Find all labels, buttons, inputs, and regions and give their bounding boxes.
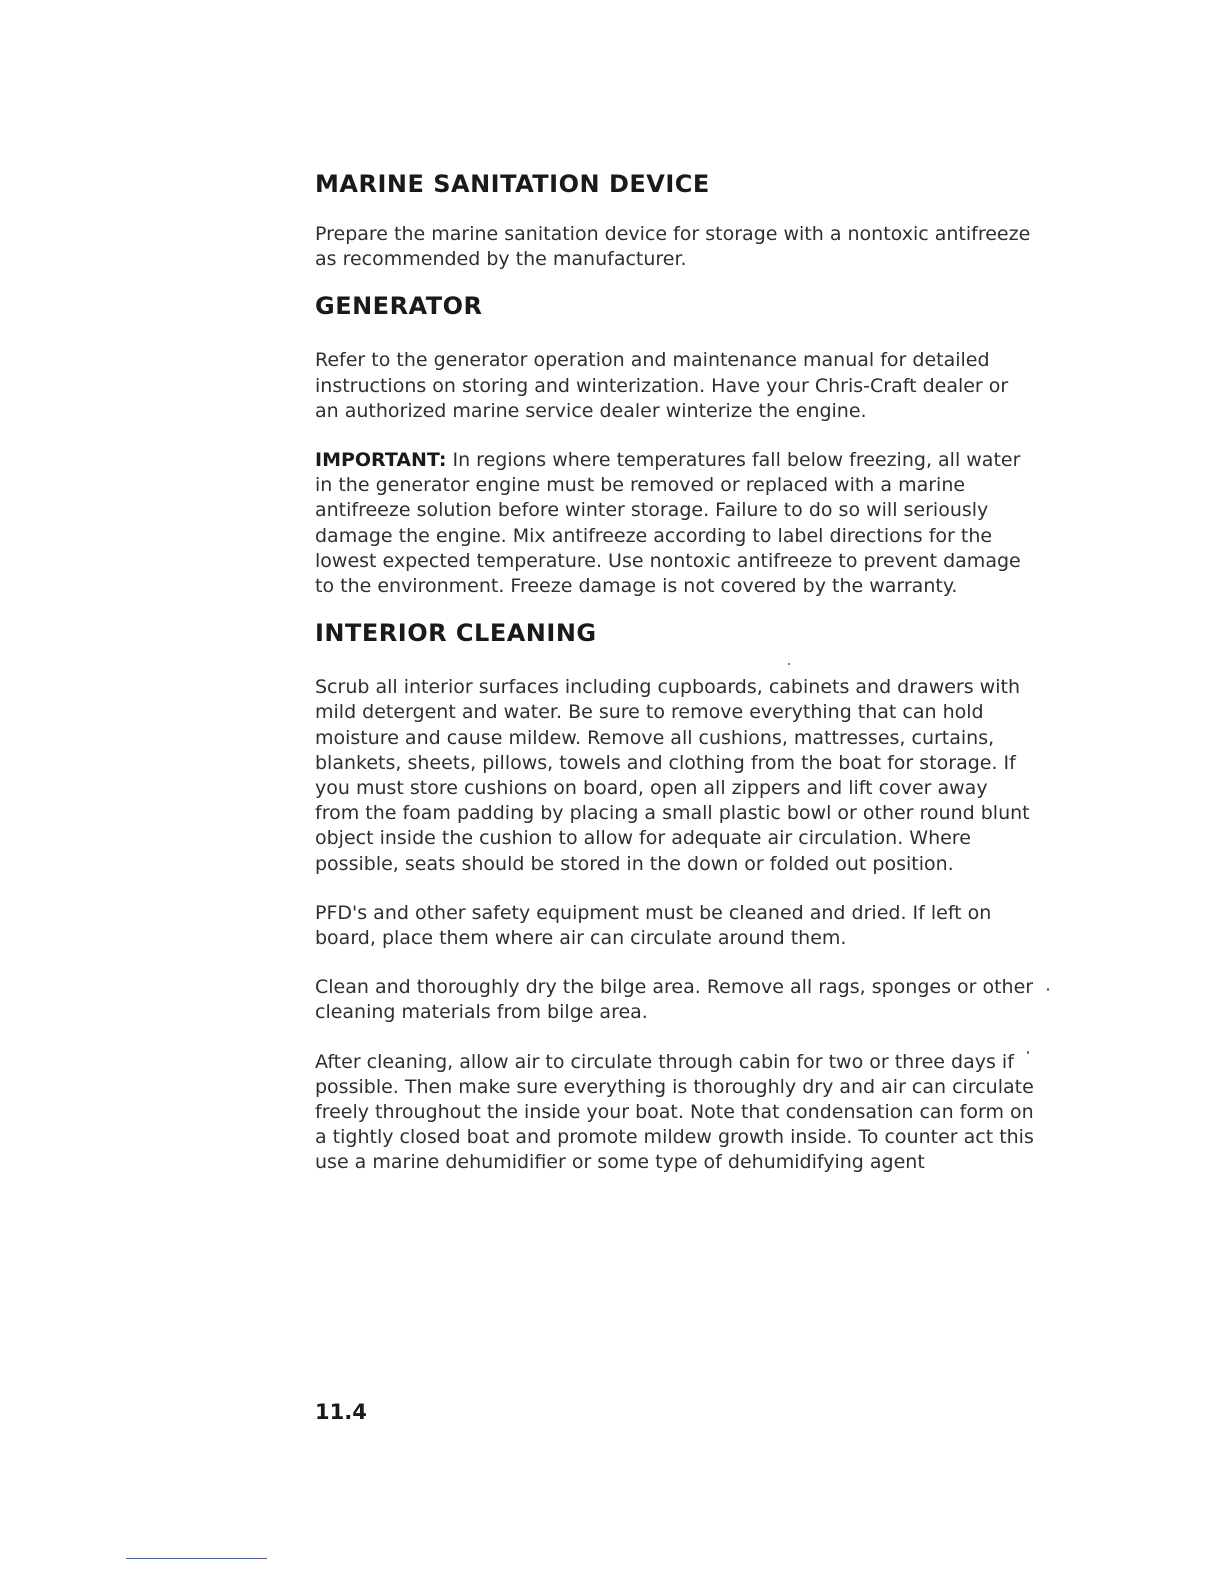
paragraph-marine-sanitation: Prepare the marine sanitation device for storage with a nontoxic antifreeze as recommended by the manufacturer. — [315, 223, 1031, 271]
footer-rule — [126, 1558, 267, 1559]
paragraph-important-notice — [315, 448, 1035, 599]
heading-interior-cleaning: INTERIOR CLEANING — [315, 619, 597, 648]
page-content — [315, 168, 1035, 1176]
page-number: 11.4 — [315, 1400, 367, 1424]
heading-marine-sanitation-device: MARINE SANITATION DEVICE — [315, 170, 710, 198]
paragraph-interior-air: After cleaning, allow air to circulate through cabin for two or three days if possible. Then make sure everything is thoroughly dry and air can circulate freely throughout the inside your boat. Note that condensation can form on a tightly closed boat and promote mildew growth inside. To counter act this use a marine dehumidifier or some type of dehumidifying agent — [315, 1050, 1034, 1174]
paragraph-generator: Refer to the generator operation and maintenance manual for detailed instructions on storing and winterization. Have your Chris-Craft dealer or an authorized marine service dealer winterize the engine. — [315, 349, 1009, 422]
paragraph-interior-pfd: PFD's and other safety equipment must be cleaned and dried. If left on board, place them where air can circulate around them. — [315, 901, 992, 950]
heading-generator: GENERATOR — [315, 292, 483, 321]
scan-speck — [1047, 988, 1049, 991]
scan-speck — [788, 663, 790, 665]
scan-speck — [1027, 1051, 1029, 1054]
paragraph-interior-scrub: Scrub all interior surfaces including cupboards, cabinets and drawers with mild detergent and water. Be sure to remove everything that can hold moisture and cause mildew. Remove all cushions, mattresses, curtains, blankets, sheets, pillows, towels and clothing from the boat for storage. If you must store cushions on board, open all zippers and lift cover away from the foam padding by placing a small plastic bowl or other round blunt object inside the cushion to allow for adequate air circulation. Where possible, seats should be stored in the down or folded out position. — [315, 676, 1030, 875]
paragraph-interior-bilge: Clean and thoroughly dry the bilge area. Remove all rags, sponges or other cleaning materials from bilge area. — [315, 976, 1034, 1024]
important-text: In regions where temperatures fall below freezing, all water in the generator engine must be removed or replaced with a marine antifreeze solution before winter storage. Failure to do so will seriously damage the engine. Mix antifreeze according to label directions for the lowest expected temperature. Use nontoxic antifreeze to prevent damage to the environment. Freeze damage is not covered by the warranty. — [315, 449, 1021, 598]
important-label: IMPORTANT: — [315, 449, 447, 472]
